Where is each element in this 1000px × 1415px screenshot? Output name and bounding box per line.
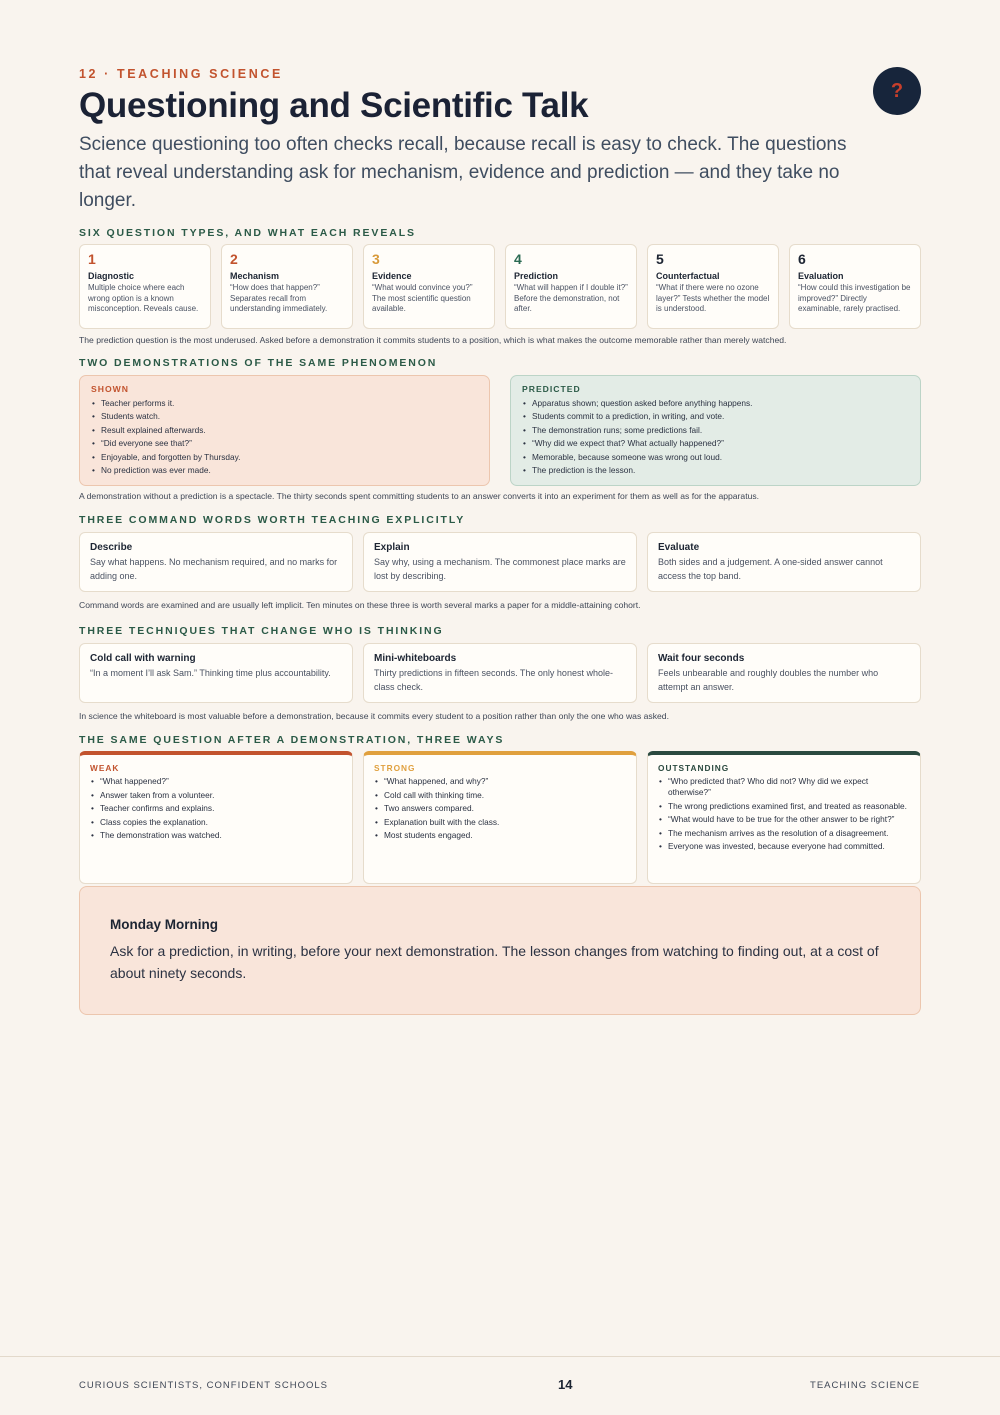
- list-item: • “What happened?”: [90, 776, 342, 787]
- question-type-card: [363, 244, 495, 329]
- approach-label: OUTSTANDING: [658, 763, 730, 773]
- demo-predicted-list: [522, 397, 909, 477]
- footer-right: TEACHING SCIENCE: [810, 1380, 920, 1391]
- lede-paragraph: Science questioning too often checks recall, because recall is easy to check. The questions that reveal understanding ask for mechanism, evidence and prediction — and they take no longer.: [79, 134, 847, 211]
- section-heading-three-ways: THE SAME QUESTION AFTER A DEMONSTRATION, THREE WAYS: [79, 734, 505, 746]
- list-item: • “What would have to be true for the other answer to be right?”: [658, 814, 910, 825]
- monday-heading: Monday Morning: [110, 917, 218, 932]
- technique-card: [363, 643, 637, 703]
- question-type-card: [505, 244, 637, 329]
- command-word-text: Say why, using a mechanism. The commonest place marks are lost by describing.: [374, 557, 626, 581]
- footer-divider: [0, 1356, 1000, 1357]
- approach-list: [374, 776, 626, 841]
- technique-name: Wait four seconds: [658, 653, 745, 664]
- list-item: • Two answers compared.: [374, 803, 626, 814]
- command-word-text: Both sides and a judgement. A one-sided answer cannot access the top band.: [658, 557, 883, 581]
- monday-text: Ask for a prediction, in writing, before your next demonstration. The lesson changes from watching to finding out, at a cost of about ninety seconds.: [110, 943, 879, 981]
- demo-predicted-label: PREDICTED: [522, 384, 581, 394]
- command-word-name: Evaluate: [658, 542, 700, 553]
- technique-name: Cold call with warning: [90, 653, 196, 664]
- list-item: • Students watch.: [91, 410, 478, 423]
- command-word-card: [647, 532, 921, 592]
- command-words-note: Command words are examined and are usually left implicit. Ten minutes on these three is worth several marks a paper for a middle-attaining cohort.: [79, 600, 641, 610]
- question-type-number: 4: [514, 251, 522, 267]
- list-item: • The wrong predictions examined first, and treated as reasonable.: [658, 801, 910, 812]
- question-type-number: 1: [88, 251, 96, 267]
- command-word-name: Explain: [374, 542, 410, 553]
- list-item: • Memorable, because someone was wrong out loud.: [522, 451, 909, 464]
- demo-predicted-card: [510, 375, 921, 486]
- question-type-name: Prediction: [514, 271, 559, 281]
- question-type-name: Mechanism: [230, 271, 280, 281]
- list-item: • Class copies the explanation.: [90, 817, 342, 828]
- list-item: • The prediction is the lesson.: [522, 464, 909, 477]
- question-type-name: Evaluation: [798, 271, 844, 281]
- section-kicker: 12 · TEACHING SCIENCE: [79, 67, 283, 81]
- list-item: • Cold call with thinking time.: [374, 790, 626, 801]
- question-type-description: “How could this investigation be improved?” Directly examinable, rarely practised.: [798, 283, 911, 313]
- question-type-description: “What would convince you?” The most scientific question available.: [372, 283, 473, 313]
- approach-label: STRONG: [374, 763, 416, 773]
- list-item: • “Who predicted that? Who did not? Why did we expect otherwise?”: [658, 776, 910, 798]
- list-item: • “Did everyone see that?”: [91, 437, 478, 450]
- technique-card: [647, 643, 921, 703]
- command-word-card: [79, 532, 353, 592]
- monday-morning-callout: [79, 886, 921, 1015]
- list-item: • Apparatus shown; question asked before anything happens.: [522, 397, 909, 410]
- approach-card: [647, 751, 921, 884]
- question-type-number: 6: [798, 251, 806, 267]
- section-heading-command-words: THREE COMMAND WORDS WORTH TEACHING EXPLICITLY: [79, 514, 466, 526]
- list-item: • Answer taken from a volunteer.: [90, 790, 342, 801]
- technique-card: [79, 643, 353, 703]
- demonstrations-note: A demonstration without a prediction is a spectacle. The thirty seconds spent committing students to an answer converts it into an experiment for them as well as for the apparatus.: [79, 491, 760, 501]
- command-word-text: Say what happens. No mechanism required, and no marks for adding one.: [90, 557, 338, 581]
- section-heading-demonstrations: TWO DEMONSTRATIONS OF THE SAME PHENOMENON: [79, 357, 438, 369]
- list-item: • Teacher confirms and explains.: [90, 803, 342, 814]
- list-item: • Teacher performs it.: [91, 397, 478, 410]
- technique-text: Thirty predictions in fifteen seconds. The only honest whole-class check.: [374, 668, 613, 692]
- page-number: 14: [558, 1377, 573, 1392]
- question-type-number: 5: [656, 251, 664, 267]
- question-type-description: “What will happen if I double it?” Before the demonstration, not after.: [514, 283, 628, 313]
- command-word-name: Describe: [90, 542, 133, 553]
- list-item: • Result explained afterwards.: [91, 424, 478, 437]
- question-type-description: “How does that happen?” Separates recall from understanding immediately.: [230, 283, 328, 313]
- list-item: • The demonstration runs; some predictions fail.: [522, 424, 909, 437]
- list-item: • Explanation built with the class.: [374, 817, 626, 828]
- approach-card: [363, 751, 637, 884]
- question-type-card: [789, 244, 921, 329]
- question-type-number: 2: [230, 251, 238, 267]
- page-title: Questioning and Scientific Talk: [79, 86, 589, 125]
- list-item: • Most students engaged.: [374, 830, 626, 841]
- list-item: • “What happened, and why?”: [374, 776, 626, 787]
- list-item: • “Why did we expect that? What actually happened?”: [522, 437, 909, 450]
- list-item: • No prediction was ever made.: [91, 464, 478, 477]
- question-type-card: [221, 244, 353, 329]
- approach-card: [79, 751, 353, 884]
- question-type-name: Evidence: [372, 271, 412, 281]
- approach-list: [658, 776, 910, 852]
- question-mark-icon: ?: [873, 67, 921, 115]
- command-word-card: [363, 532, 637, 592]
- list-item: • The demonstration was watched.: [90, 830, 342, 841]
- technique-text: “In a moment I’ll ask Sam.” Thinking time plus accountability.: [90, 668, 331, 678]
- approach-list: [90, 776, 342, 841]
- list-item: • Students commit to a prediction, in writing, and vote.: [522, 410, 909, 423]
- question-type-card: [647, 244, 779, 329]
- demo-shown-label: SHOWN: [91, 384, 129, 394]
- approach-label: WEAK: [90, 763, 120, 773]
- techniques-note: In science the whiteboard is most valuable before a demonstration, because it commits every student to a position rather than only the one who was asked.: [79, 711, 669, 721]
- list-item: • The mechanism arrives as the resolution of a disagreement.: [658, 828, 910, 839]
- question-type-card: [79, 244, 211, 329]
- section-heading-techniques: THREE TECHNIQUES THAT CHANGE WHO IS THINKING: [79, 625, 444, 637]
- demo-shown-card: [79, 375, 490, 486]
- list-item: • Enjoyable, and forgotten by Thursday.: [91, 451, 478, 464]
- demo-shown-list: [91, 397, 478, 477]
- question-type-description: “What if there were no ozone layer?” Tests whether the model is understood.: [656, 283, 770, 313]
- question-type-name: Diagnostic: [88, 271, 135, 281]
- question-type-name: Counterfactual: [656, 271, 720, 281]
- list-item: • Everyone was invested, because everyone had committed.: [658, 841, 910, 852]
- question-type-description: Multiple choice where each wrong option is a known misconception. Reveals cause.: [88, 283, 199, 313]
- question-types-note: The prediction question is the most underused. Asked before a demonstration it commits students to a position, which is what makes the outcome memorable rather than merely watched.: [79, 335, 787, 345]
- question-type-number: 3: [372, 251, 380, 267]
- technique-text: Feels unbearable and roughly doubles the number who attempt an answer.: [658, 668, 879, 692]
- footer-left: CURIOUS SCIENTISTS, CONFIDENT SCHOOLS: [79, 1380, 329, 1391]
- section-heading-question-types: SIX QUESTION TYPES, AND WHAT EACH REVEALS: [79, 227, 416, 239]
- technique-name: Mini-whiteboards: [374, 653, 457, 664]
